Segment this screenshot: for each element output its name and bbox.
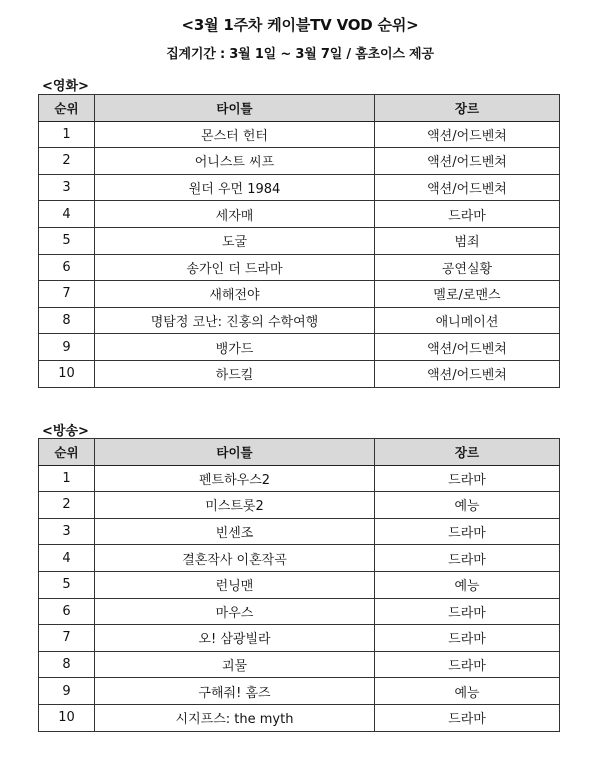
title-cell: 뱅가드: [95, 334, 375, 361]
table-row: [39, 360, 560, 387]
genre-cell: 예능: [375, 678, 560, 705]
title-cell: 괴물: [95, 651, 375, 678]
table-row: [39, 545, 560, 572]
genre-cell: 애니메이션: [375, 307, 560, 334]
genre-cell: 드라마: [375, 201, 560, 228]
genre-cell: 드라마: [375, 704, 560, 731]
table-row: [39, 651, 560, 678]
title-cell: 빈센조: [95, 518, 375, 545]
rank-cell: 10: [39, 360, 95, 387]
title-cell: 구해줘! 홈즈: [95, 678, 375, 705]
genre-cell: 액션/어드벤쳐: [375, 148, 560, 175]
table-row: [39, 598, 560, 625]
table-row: [39, 625, 560, 652]
table-row: [39, 307, 560, 334]
rank-cell: 2: [39, 492, 95, 519]
page-subtitle: 집계기간 : 3월 1일 ~ 3월 7일 / 홈초이스 제공: [166, 47, 434, 62]
table-row: [39, 492, 560, 519]
page-title: <3월 1주차 케이블TV VOD 순위>: [181, 16, 419, 34]
broadcast-section-label: <방송>: [42, 424, 89, 439]
title-cell: 오! 삼광빌라: [95, 625, 375, 652]
movie-table-body: [39, 121, 560, 387]
title-cell: 송가인 더 드라마: [95, 254, 375, 281]
table-row: [39, 678, 560, 705]
table-row: [39, 334, 560, 361]
table-row: [39, 174, 560, 201]
genre-cell: 드라마: [375, 598, 560, 625]
rank-cell: 10: [39, 704, 95, 731]
genre-cell: 드라마: [375, 518, 560, 545]
title-cell: 결혼작사 이혼작곡: [95, 545, 375, 572]
table-row: [39, 518, 560, 545]
rank-cell: 4: [39, 201, 95, 228]
table-row: [39, 227, 560, 254]
rank-cell: 7: [39, 625, 95, 652]
genre-cell: 드라마: [375, 625, 560, 652]
rank-cell: 9: [39, 678, 95, 705]
broadcast-table-body: [39, 465, 560, 731]
rank-cell: 5: [39, 571, 95, 598]
title-cell: 마우스: [95, 598, 375, 625]
table-row: [39, 465, 560, 492]
title-cell: 런닝맨: [95, 571, 375, 598]
title-cell: 미스트롯2: [95, 492, 375, 519]
broadcast-ranking-table: [38, 438, 560, 732]
rank-cell: 9: [39, 334, 95, 361]
genre-cell: 예능: [375, 571, 560, 598]
table-row: [39, 201, 560, 228]
genre-cell: 액션/어드벤쳐: [375, 121, 560, 148]
table-row: [39, 571, 560, 598]
title-cell: 하드킬: [95, 360, 375, 387]
rank-cell: 2: [39, 148, 95, 175]
title-cell: 어니스트 씨프: [95, 148, 375, 175]
table-row: [39, 121, 560, 148]
column-header-genre: 장르: [375, 439, 560, 466]
rank-cell: 8: [39, 307, 95, 334]
genre-cell: 드라마: [375, 651, 560, 678]
genre-cell: 멜로/로맨스: [375, 281, 560, 308]
genre-cell: 액션/어드벤쳐: [375, 360, 560, 387]
title-cell: 원더 우먼 1984: [95, 174, 375, 201]
column-header-rank: 순위: [39, 439, 95, 466]
title-cell: 새해전야: [95, 281, 375, 308]
title-cell: 몬스터 헌터: [95, 121, 375, 148]
title-cell: 세자매: [95, 201, 375, 228]
rank-cell: 1: [39, 121, 95, 148]
rank-cell: 5: [39, 227, 95, 254]
genre-cell: 공연실황: [375, 254, 560, 281]
rank-cell: 8: [39, 651, 95, 678]
title-cell: 도굴: [95, 227, 375, 254]
rank-cell: 4: [39, 545, 95, 572]
column-header-title: 타이틀: [95, 95, 375, 122]
title-cell: 펜트하우스2: [95, 465, 375, 492]
table-header-row: [39, 95, 560, 122]
column-header-rank: 순위: [39, 95, 95, 122]
rank-cell: 6: [39, 598, 95, 625]
rank-cell: 3: [39, 174, 95, 201]
movie-section-label: <영화>: [42, 79, 89, 94]
rank-cell: 7: [39, 281, 95, 308]
rank-cell: 1: [39, 465, 95, 492]
genre-cell: 드라마: [375, 545, 560, 572]
table-row: [39, 281, 560, 308]
title-cell: 명탐정 코난: 진홍의 수학여행: [95, 307, 375, 334]
genre-cell: 범죄: [375, 227, 560, 254]
genre-cell: 액션/어드벤쳐: [375, 174, 560, 201]
table-row: [39, 254, 560, 281]
genre-cell: 예능: [375, 492, 560, 519]
title-cell: 시지프스: the myth: [95, 704, 375, 731]
genre-cell: 액션/어드벤쳐: [375, 334, 560, 361]
table-header-row: [39, 439, 560, 466]
movie-ranking-table: [38, 94, 560, 388]
genre-cell: 드라마: [375, 465, 560, 492]
rank-cell: 3: [39, 518, 95, 545]
table-row: [39, 704, 560, 731]
column-header-title: 타이틀: [95, 439, 375, 466]
column-header-genre: 장르: [375, 95, 560, 122]
table-row: [39, 148, 560, 175]
rank-cell: 6: [39, 254, 95, 281]
